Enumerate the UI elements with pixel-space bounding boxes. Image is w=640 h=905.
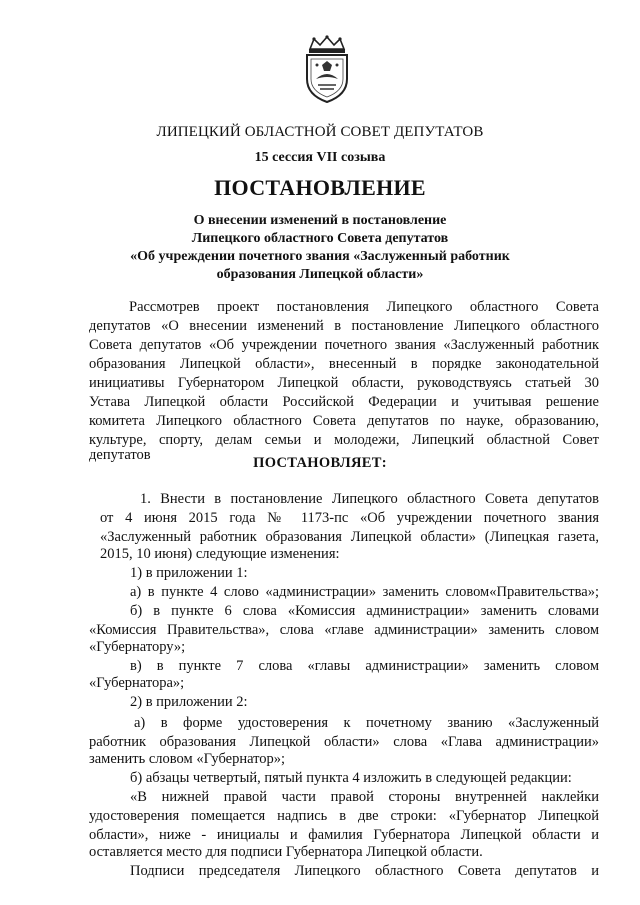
sub-item-2: 2) в приложении 2: [130, 694, 248, 710]
sub-item-1c-line: «Губернатора»; [89, 675, 185, 691]
council-name: ЛИПЕЦКИЙ ОБЛАСТНОЙ СОВЕТ ДЕПУТАТОВ [156, 124, 484, 140]
sub-item-1a: а) в пункте 4 слово «администрации» заменить словом«Правительства»; [130, 584, 599, 600]
item1-line: «Заслуженный работник образования Липецкой области» (Липецкая газета, [100, 529, 599, 545]
sub-item-2a-line: работник образования Липецкой области» слова «Глава администрации» [89, 734, 599, 750]
resolves-heading: ПОСТАНОВЛЯЕТ: [253, 455, 387, 471]
quote-line: области», ниже - инициалы и фамилия Губернатора Липецкой области и [89, 827, 599, 843]
item1-line: 1. Внести в постановление Липецкого областного Совета депутатов [140, 491, 599, 507]
sub-item-2a-line: заменить словом «Губернатор»; [89, 751, 286, 767]
quote-line: оставляется место для подписи Губернатора Липецкой области. [89, 844, 483, 860]
intro-line: депутатов [89, 447, 151, 463]
subject-line: «Об учреждении почетного звания «Заслуженный работник [130, 249, 510, 264]
intro-line: депутатов «О внесении изменений в постановление Липецкого областного [89, 318, 599, 334]
sub-item-1: 1) в приложении 1: [130, 565, 248, 581]
item1-line: от 4 июня 2015 года № 1173-пс «Об учреждении почетного звания [100, 510, 599, 526]
sub-item-2b: б) абзацы четвертый, пятый пункта 4 изложить в следующей редакции: [130, 770, 572, 786]
intro-line: Рассмотрев проект постановления Липецкого областного Совета [129, 299, 599, 315]
sub-item-1b-line: «Губернатору»; [89, 639, 186, 655]
sub-item-1b-line: б) в пункте 6 слова «Комиссия администрации» заменить словами [130, 603, 599, 619]
intro-line: Устава Липецкой области Российской Федерации и учитывая решение [89, 394, 599, 410]
sub-item-1b-line: «Комиссия Правительства», слова «главе администрации» заменить словом [89, 622, 599, 638]
sub-item-2a-line: а) в форме удостоверения к почетному званию «Заслуженный [134, 715, 599, 731]
subject-line: образования Липецкой области» [216, 267, 424, 282]
intro-line: Совета депутатов «Об учреждении почетного звания «Заслуженный работник [89, 337, 599, 353]
subject-line: О внесении изменений в постановление [193, 213, 447, 228]
intro-line: образования Липецкой области», внесенный в порядке законодательной [89, 356, 599, 372]
intro-line: комитета Липецкого областного Совета депутатов по науке, образованию, [89, 413, 599, 429]
intro-line: инициативы Губернатором Липецкой области, руководствуясь статьей 30 [89, 375, 599, 391]
item1-line: 2015, 10 июня) следующие изменения: [100, 546, 340, 562]
coat-of-arms-emblem [300, 35, 354, 105]
session-label: 15 сессия VII созыва [254, 150, 386, 165]
document-subject [100, 212, 540, 284]
last-line: Подписи председателя Липецкого областного Совета депутатов и [130, 863, 599, 879]
quote-line: «В нижней правой части правой стороны внутренней наклейки [130, 789, 599, 805]
subject-line: Липецкого областного Совета депутатов [191, 231, 449, 246]
sub-item-1c-line: в) в пункте 7 слова «главы администрации» заменить словом [130, 658, 599, 674]
document-type-title: ПОСТАНОВЛЕНИЕ [214, 175, 426, 200]
quote-line: удостоверения помещается надпись в две строки: «Губернатор Липецкой [89, 808, 599, 824]
intro-line: культуре, спорту, делам семьи и молодежи, Липецкий областной Совет [89, 432, 599, 448]
